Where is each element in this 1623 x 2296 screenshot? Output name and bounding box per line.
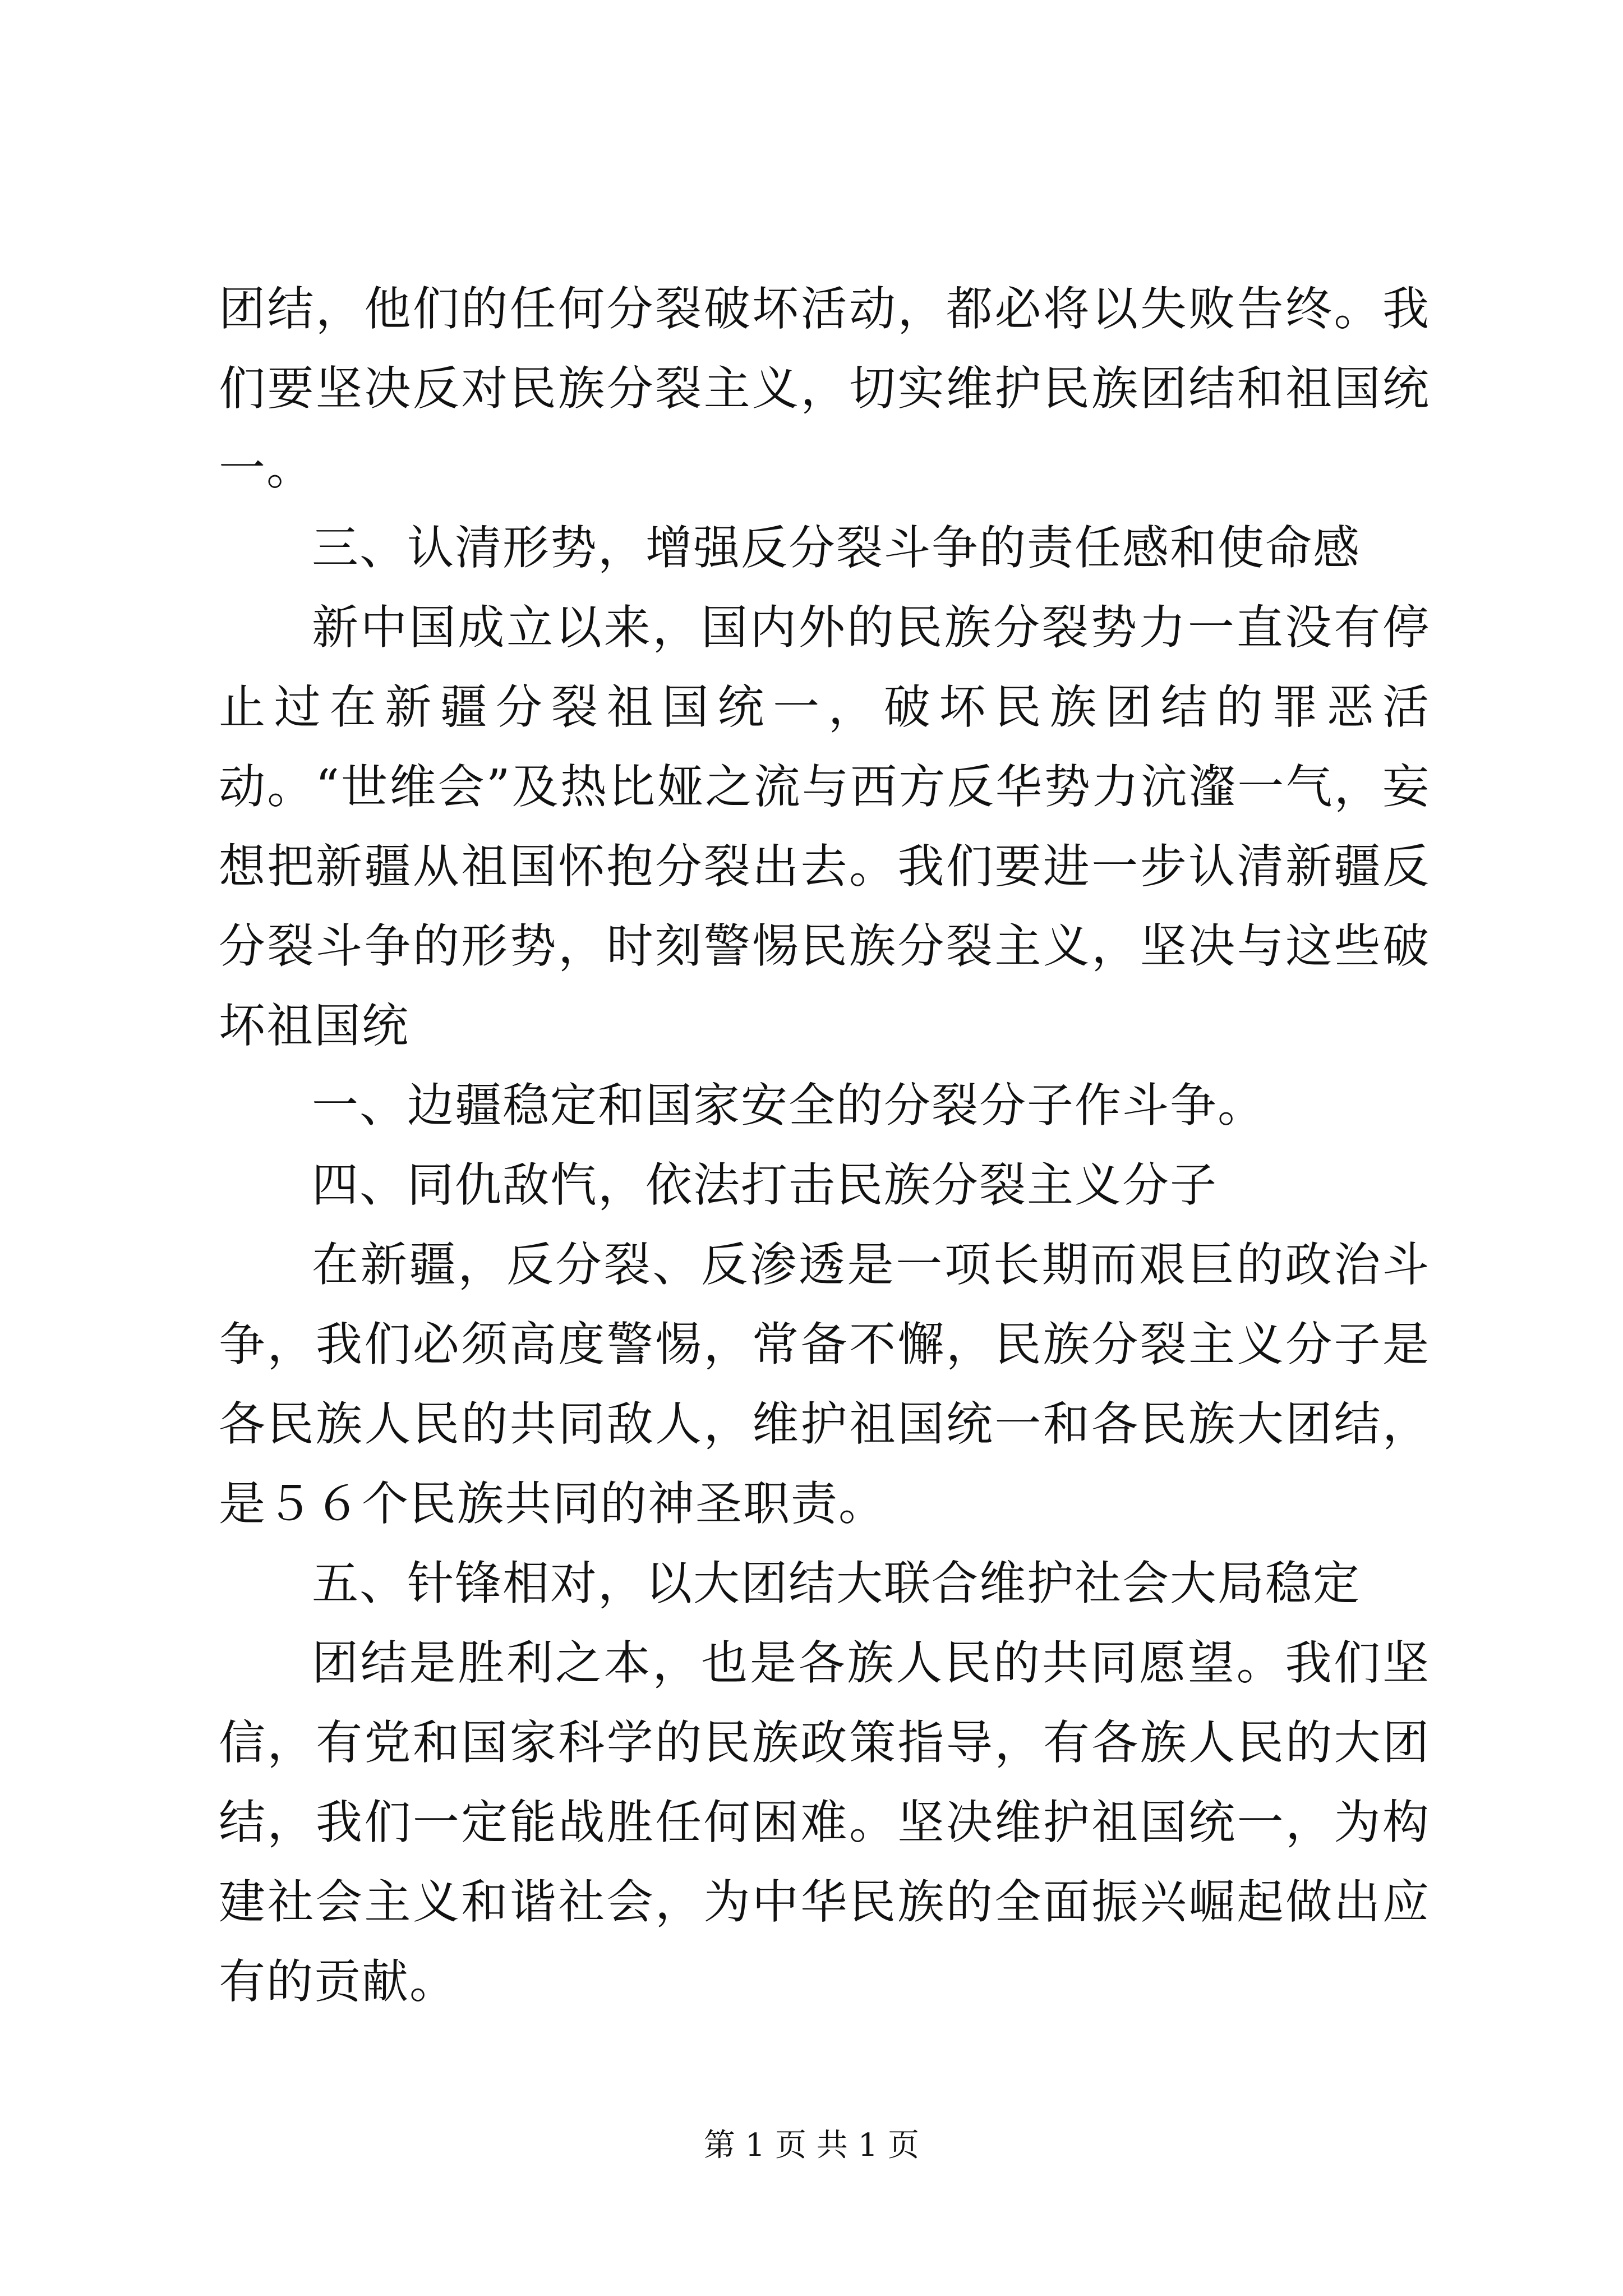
paragraph: 团结是胜利之本，也是各族人民的共同愿望。我们坚信，有党和国家科学的民族政策指导，有各族人民的大团结，我们一定能战胜任何困难。坚决维护祖国统一，为构建社会主义和谐社会，为中华民族的全面振兴崛起做出应有的贡献。 bbox=[219, 1636, 1430, 2009]
section-heading-5: 五、针锋相对，以大团结大联合维护社会大局稳定 bbox=[312, 1556, 1361, 1611]
paragraph: 新中国成立以来，国内外的民族分裂势力一直没有停止过在新疆分裂祖国统一，破坏民族团结的罪恶活动。“世维会”及热比娅之流与西方反华势力沆瀣一气，妄想把新疆从祖国怀抱分裂出去。我们要进一步认清新疆反分裂斗争的形势，时刻警惕民族分裂主义，坚决与这些破坏祖国统 bbox=[219, 600, 1430, 1053]
document-body bbox=[219, 269, 1430, 2022]
page-footer: 第 1 页 共 1 页 bbox=[703, 2127, 920, 2164]
section-heading-4: 四、同仇敌忾，依法打击民族分裂主义分子 bbox=[312, 1158, 1218, 1212]
paragraph: 在新疆，反分裂、反渗透是一项长期而艰巨的政治斗争，我们必须高度警惕，常备不懈，民族分裂主义分子是各民族人民的共同敌人，维护祖国统一和各民族大团结，是５６个民族共同的神圣职责。 bbox=[219, 1237, 1430, 1531]
paragraph: 一、边疆稳定和国家安全的分裂分子作斗争。 bbox=[312, 1078, 1265, 1133]
section-heading-3: 三、认清形势，增强反分裂斗争的责任感和使命感 bbox=[312, 521, 1361, 575]
paragraph: 团结，他们的任何分裂破坏活动，都必将以失败告终。我们要坚决反对民族分裂主义，切实维护民族团结和祖国统一。 bbox=[219, 282, 1430, 495]
